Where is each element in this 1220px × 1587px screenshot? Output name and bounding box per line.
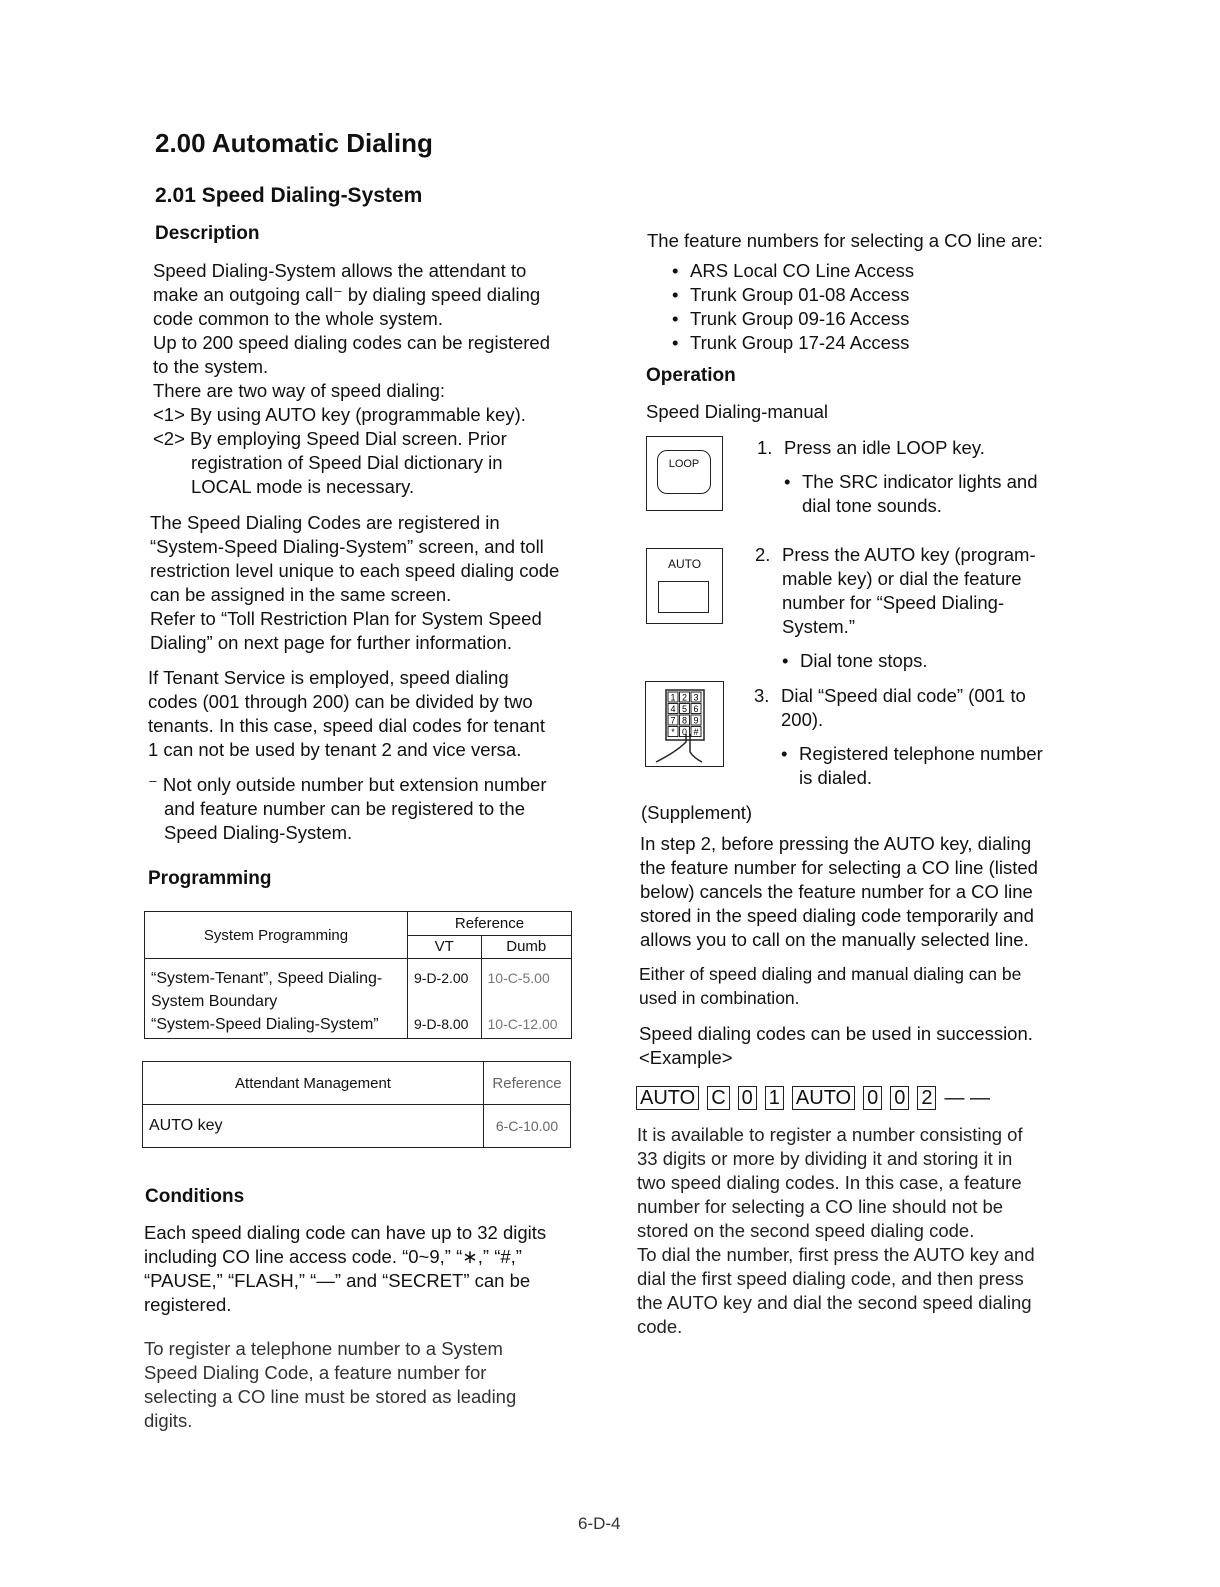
keypad-key-label: 6: [693, 704, 699, 714]
feature-numbers-list: [672, 259, 914, 355]
system-programming-table: [144, 911, 572, 1039]
step-2: 2. Press the AUTO key (program- mable key) or dial the feature number for “Speed Dialing- System.” • Dial tone stops.: [755, 544, 1036, 671]
section-heading: 2.01 Speed Dialing-System: [155, 184, 423, 207]
keypad-key-label: 8: [681, 715, 688, 726]
supplement-paragraph-2: Either of speed dialing and manual dialing can be used in combination.: [639, 964, 1022, 1008]
step-1: 1. Press an idle LOOP key. • The SRC indicator lights and dial tone sounds.: [757, 437, 1038, 516]
operation-title: Operation: [646, 365, 736, 386]
keypad-key-label: 1: [670, 692, 676, 703]
description-note: ⁻ Not only outside number but extension number and feature number can be registered to the Speed Dialing-System.: [148, 774, 547, 843]
conditions-title: Conditions: [145, 1186, 245, 1207]
feature-numbers-intro: The feature numbers for selecting a CO line are:: [647, 230, 1043, 251]
page-heading: 2.00 Automatic Dialing: [155, 128, 433, 158]
list-item-2: <2> By employing Speed Dial screen. Prior: [153, 428, 507, 449]
list-item: • ARS Local CO Line Access: [672, 260, 915, 281]
step-3: 3. Dial “Speed dial code” (001 to 200). • Registered telephone number is dialed.: [754, 685, 1043, 788]
keypad-key-label: 5: [681, 704, 688, 714]
list-item: • Trunk Group 09-16 Access: [672, 308, 910, 329]
list-item-1: <1> By using AUTO key (programmable key).: [153, 404, 526, 425]
key: 1: [765, 1086, 784, 1110]
description-paragraph-1: Speed Dialing-System allows the attendant to make an outgoing call⁻ by dialing speed dialing code common to the whole system. Up to 200 speed dialing codes can be registered to the system. There are two way of speed dialing: <1> By using AUTO key (programmable key). <2> By employing Speed Dial screen. Prior registration of Speed Dial dictionary in LOCAL mode is necessary.: [153, 260, 550, 497]
table-header-reference: Reference: [408, 912, 572, 936]
supplement-paragraph-4: It is available to register a number consisting of 33 digits or more by dividing it and storing it in two speed dialing codes. In this case, a feature number for selecting a CO line should not be stored on the second speed dialing code. To dial the number, first press the AUTO key and dial the first speed dialing code, and then press the AUTO key and dial the second speed dialing code.: [637, 1124, 1035, 1337]
keypad-key-label: 7: [670, 715, 676, 726]
table-cell-labels: “System-Tenant”, Speed Dialing- System Boundary “System-Speed Dialing-System”: [145, 959, 408, 1039]
page-number: 6-D-4: [578, 1514, 621, 1533]
keypad-key-label: *: [671, 727, 675, 737]
conditions-paragraph-2: To register a telephone number to a System Speed Dialing Code, a feature number for selecting a CO line must be stored as leading digits.: [144, 1338, 517, 1431]
table-cell-dumb: 10-C-5.00 10-C-12.00: [481, 959, 572, 1039]
supplement-paragraph-3: Speed dialing codes can be used in succession. <Example>: [639, 1023, 1033, 1068]
key: 0: [738, 1086, 757, 1110]
supplement-title: (Supplement): [641, 802, 753, 823]
table-cell-vt: 9-D-2.00 9-D-8.00: [408, 959, 482, 1039]
key: 2: [917, 1086, 936, 1110]
keypad-key-label: 3: [693, 692, 699, 703]
table-header: Attendant Management: [143, 1062, 484, 1105]
example-key-sequence: [636, 1086, 990, 1110]
supplement-paragraph-1: In step 2, before pressing the AUTO key, dialing the feature number for selecting a CO line (listed below) cancels the feature number for a CO line stored in the speed dialing code temporarily and allows you to call on the manually selected line.: [640, 833, 1038, 950]
description-title: Description: [155, 223, 260, 244]
loop-key-icon: LOOP: [646, 436, 723, 511]
keypad-key-label: 9: [693, 715, 699, 726]
key: 0: [890, 1086, 909, 1110]
table-col-dumb: Dumb: [481, 935, 572, 959]
keypad-icon: [645, 681, 724, 767]
keypad-key-label: 0: [681, 727, 688, 737]
keypad-key-label: 4: [670, 704, 676, 714]
list-item: • Trunk Group 17-24 Access: [672, 332, 910, 353]
table-header-reference: Reference: [484, 1062, 571, 1105]
table-cell-auto-ref: 6-C-10.00: [484, 1105, 571, 1148]
list-item: • Trunk Group 01-08 Access: [672, 284, 910, 305]
keypad-key-label: #: [693, 727, 699, 737]
programming-title: Programming: [148, 868, 272, 889]
description-paragraph-2: The Speed Dialing Codes are registered in “System-Speed Dialing-System” screen, and toll restriction level unique to each speed dialing code can be assigned in the same screen. Refer to “Toll Restriction Plan for System Speed Dialing” on next page for further information.: [150, 512, 560, 653]
example-tail: — —: [944, 1087, 991, 1109]
key: 0: [863, 1086, 882, 1110]
table-col-vt: VT: [408, 935, 482, 959]
manual-title: Speed Dialing-manual: [646, 401, 829, 422]
description-paragraph-3: If Tenant Service is employed, speed dialing codes (001 through 200) can be divided by two tenants. In this case, speed dial codes for tenant 1 can not be used by tenant 2 and vice versa.: [148, 667, 545, 760]
conditions-paragraph-1: Each speed dialing code can have up to 32 digits including CO line access code. “0~9,” “∗,” “#,” “PAUSE,” “FLASH,” “—” and “SECRET” can be registered.: [144, 1222, 547, 1315]
table-cell-auto-key: AUTO key: [143, 1105, 484, 1148]
auto-key-icon: AUTO: [646, 548, 723, 624]
key: AUTO: [792, 1086, 855, 1110]
key: C: [707, 1086, 729, 1110]
table-header: System Programming: [145, 912, 408, 959]
keypad-key-label: 2: [681, 692, 688, 703]
key: AUTO: [636, 1086, 699, 1110]
attendant-management-table: [142, 1061, 571, 1148]
